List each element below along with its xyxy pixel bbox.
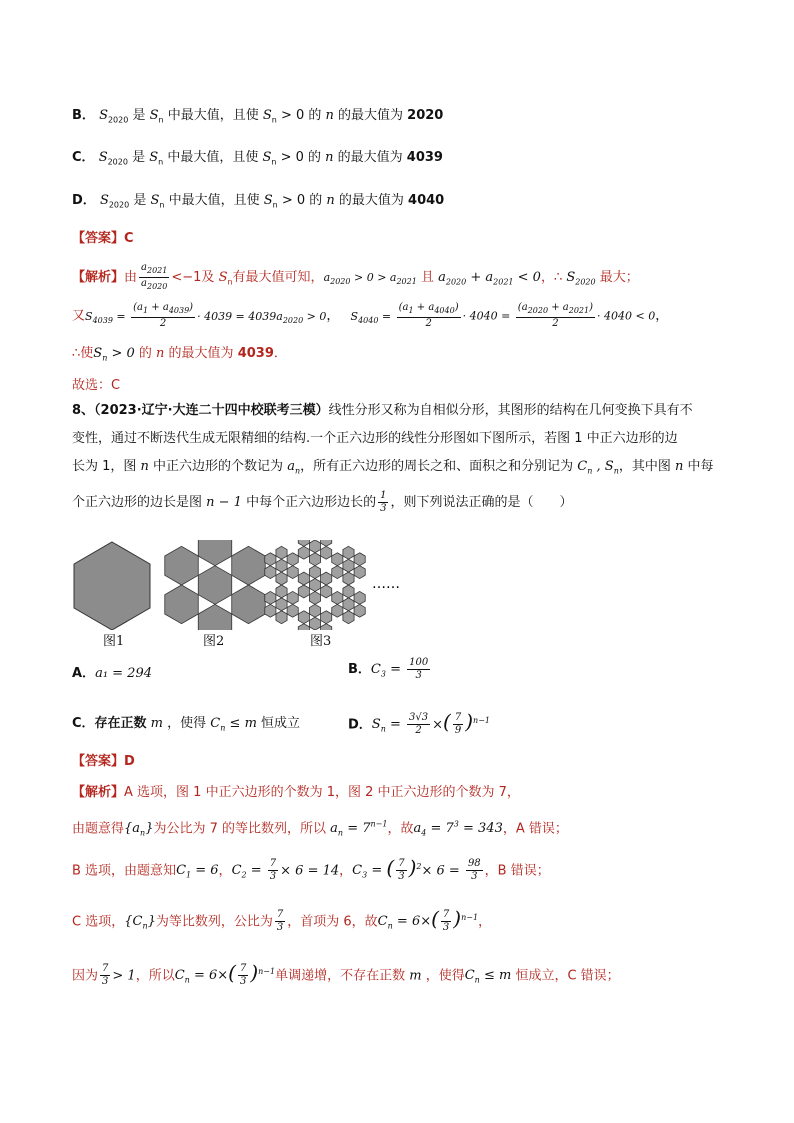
sub-hexagon: [298, 624, 309, 630]
analysis-text: ，所以: [135, 968, 175, 984]
analysis-text: ，B 错误；: [484, 863, 550, 879]
analysis-tag: 【解析】: [72, 270, 125, 285]
option-value: 2020: [407, 108, 444, 123]
option-value: 4040: [408, 193, 445, 208]
sub-hexagon: [298, 540, 309, 546]
sub-hexagon: [309, 591, 320, 604]
analysis-text: 单调递增，不存在正数: [275, 968, 406, 984]
sub-hexagon: [354, 591, 365, 604]
sub-hexagon: [276, 572, 287, 585]
sub-hexagon: [343, 559, 354, 572]
question-number: 8、: [72, 403, 95, 418]
sub-hexagon: [321, 572, 332, 585]
option-label: B．: [72, 108, 95, 123]
analysis-text: B 选项，由题意知: [72, 863, 177, 879]
option-label: B．: [348, 662, 371, 677]
figure-caption-2: 图2: [203, 634, 225, 649]
sub-hexagon: [198, 540, 231, 566]
answer-8: [72, 752, 135, 772]
sub-hexagon: [298, 546, 309, 559]
sub-hexagon: [354, 566, 365, 579]
option-label: D．: [72, 193, 96, 208]
analysis-8-line-5: 因为 $\frac{7}{3}$ > 1，所以$C_n = 6\times$( $\frac{7}{3}$ )$^{n-1}$单调递增，不存在正数 m ，使得$C_n \le m$ 恒成立，C 错误；: [72, 960, 620, 988]
sub-hexagon: [276, 585, 287, 598]
analysis-text: 又: [72, 308, 86, 324]
analysis-text: 由题意得: [72, 821, 125, 837]
analysis-text: A 选项，图 1 中正六边形的个数为 1，图 2 中正六边形的个数为 7，: [124, 785, 520, 800]
question-text: ，其中图: [618, 459, 671, 474]
sub-hexagon: [332, 604, 343, 617]
sub-hexagon: [165, 585, 198, 624]
answer-tag: 【答案】: [72, 754, 125, 769]
sub-hexagon: [354, 604, 365, 617]
analysis-text: 为等比数列，公比为: [155, 914, 273, 930]
sub-hexagon: [309, 604, 320, 617]
question-source: （2023·辽宁·大连二十四中校联考三模）: [94, 403, 329, 418]
analysis-text: ，故: [387, 821, 414, 837]
sub-hexagon: [232, 585, 265, 624]
question-text: 长为 1，图: [72, 459, 137, 474]
analysis-text: 由: [124, 270, 138, 285]
q8-line-1: [72, 401, 693, 421]
sub-hexagon: [287, 591, 298, 604]
option-c: C． $S_{2020}$ 是 $S_n$ 中最大值，且使 $S_n > 0$ 的 n 的最大值为 4039: [72, 150, 443, 167]
question-text: 中正六边形的个数记为: [153, 459, 284, 474]
q8-line-3: 长为 1，图 n 中正六边形的个数记为 $a_n$，所有正六边形的周长之和、面积之和分别记为 $C_n$ , $S_n$，其中图 n 中每: [72, 459, 714, 476]
sub-hexagon: [343, 585, 354, 598]
sub-hexagon: [276, 546, 287, 559]
figure-caption-3: 图3: [310, 634, 332, 649]
q8-option-c: C．存在正数 m ，使得 $C_n \le m$ 恒成立: [72, 716, 301, 733]
q8-option-a: [72, 664, 152, 684]
sub-hexagon: [309, 566, 320, 579]
answer-value: D: [124, 754, 135, 769]
sub-hexagon: [343, 598, 354, 611]
sub-hexagon: [287, 566, 298, 579]
question-text: 中每: [687, 459, 714, 474]
sub-hexagon: [321, 540, 332, 546]
sub-hexagon: [321, 546, 332, 559]
sub-hexagon: [198, 604, 231, 630]
q8-line-4: 个正六边形的边长是图 n − 1 中每个正六边形边长的 $\frac{1}{3}$ ，则下列说法正确的是（ ）: [72, 490, 573, 514]
sub-hexagon: [309, 579, 320, 592]
sub-hexagon: [287, 553, 298, 566]
fractal-figures: [70, 540, 410, 630]
sub-hexagon: [276, 559, 287, 572]
option-expr: a₁ = 294: [95, 666, 152, 681]
sub-hexagon: [287, 604, 298, 617]
question-text: 线性分形又称为自相似分形，其图形的结构在几何变换下具有不: [328, 403, 693, 418]
question-text: ，则下列说法正确的是（ ）: [390, 495, 573, 510]
sub-hexagon: [265, 553, 276, 566]
sub-hexagon: [298, 585, 309, 598]
hexagon-fig3: [265, 540, 365, 630]
sub-hexagon: [276, 611, 287, 624]
sub-hexagon: [354, 553, 365, 566]
sub-hexagon: [265, 604, 276, 617]
option-d: D． $S_{2020}$ 是 $S_n$ 中最大值，且使 $S_n > 0$ 的 n 的最大值为 4040: [72, 193, 445, 210]
analysis-text: ∴使: [72, 346, 94, 361]
sub-hexagon: [309, 540, 320, 553]
sub-hexagon: [298, 572, 309, 585]
option-text: ，使得: [167, 716, 207, 731]
option-b: B． $S_{2020}$ 是 $S_n$ 中最大值，且使 $S_n > 0$ 的 n 的最大值为 2020: [72, 108, 444, 125]
sub-hexagon: [309, 553, 320, 566]
sub-hexagon: [265, 591, 276, 604]
analysis-text: C 选项，: [72, 914, 125, 930]
analysis-text: 恒成立，C 错误；: [515, 968, 620, 984]
analysis-7-line-1: 【解析】由 $\frac{a_{2021}}{a_{2020}}$ <−1及 $S_n$有最大值可知，$a_{2020} > 0 > a_{2021}$ 且 $a_{2020} + a_{2021} < 0$，∴ $S_{2020}$ 最大；: [72, 262, 639, 291]
sub-hexagon: [321, 585, 332, 598]
analysis-8-line-4: C 选项，$\{C_n\}$为等比数列，公比为 $\frac{7}{3}$ ，首项为 6，故$C_n = 6\times$( $\frac{7}{3}$ )$^{n-1}$，: [72, 906, 492, 934]
analysis-text: 因为: [72, 968, 99, 984]
q8-option-b: B．$C_3$ = $\frac{100}{3}$: [348, 657, 429, 681]
option-label: A．: [72, 666, 96, 681]
analysis-8-line-2: 由题意得$\{a_n\}$为公比为 7 的等比数列，所以 $a_n = 7^{n-1}$，故$a_4 = 7^3 = 343$，A 错误；: [72, 820, 568, 838]
analysis-text: 为公比为 7 的等比数列，所以: [153, 821, 327, 837]
analysis-text: ，A 错误；: [502, 821, 568, 837]
sub-hexagon: [198, 566, 231, 605]
q8-option-d: D．$S_n$ = $\frac{3√3}{2}$ ×( $\frac{7}{9}$ )$^{n-1}$: [348, 709, 490, 737]
sub-hexagon: [298, 611, 309, 624]
sub-hexagon: [309, 617, 320, 630]
sub-hexagon: [343, 611, 354, 624]
option-label: C．: [72, 150, 95, 165]
figure-ellipsis: ……: [372, 576, 400, 592]
sub-hexagon: [343, 546, 354, 559]
question-text: 中每个正六边形边长的: [246, 495, 377, 510]
hexagon-fig2: [165, 540, 265, 630]
sub-hexagon: [265, 566, 276, 579]
sub-hexagon: [343, 572, 354, 585]
sub-hexagon: [332, 553, 343, 566]
answer-value: C: [124, 231, 134, 246]
sub-hexagon: [321, 611, 332, 624]
question-text: 个正六边形的边长是图: [72, 495, 203, 510]
sub-hexagon: [276, 598, 287, 611]
answer-7: [72, 229, 134, 249]
figure-caption-1: 图1: [103, 634, 125, 649]
analysis-tag: 【解析】: [72, 785, 125, 800]
analysis-7-line-2: 又$S_{4039}$ = $\frac{(a_1 + a_{4039})}{2}$ · $4039 = 4039a_{2020} > 0$， $S_{4040}$ = $\frac{(a_1 + a_{4040})}{2}$ · 4040 = $\frac{(a_{2020} + a_{2021})}{2}$ · 4040 < 0，: [72, 302, 669, 329]
sub-hexagon: [332, 591, 343, 604]
sub-hexagon: [165, 546, 198, 585]
option-text: 恒成立: [261, 716, 301, 731]
analysis-8-line-3: B 选项，由题意知$C_1 = 6$，$C_2$ = $\frac{7}{3}$ × 6 = 14，$C_3$ = ( $\frac{7}{3}$ )$^2$× 6 = $\frac{98}{3}$ ，B 错误；: [72, 855, 550, 883]
answer-tag: 【答案】: [72, 231, 125, 246]
option-label: C．存在正数: [72, 716, 147, 731]
option-label: D．: [348, 717, 372, 733]
question-text: ，所有正六边形的周长之和、面积之和分别记为: [300, 459, 574, 474]
sub-hexagon: [232, 546, 265, 585]
analysis-text: ，首项为 6，故: [287, 914, 378, 930]
analysis-7-line-3: ∴使$S_n > 0$ 的 n 的最大值为 4039．: [72, 346, 287, 363]
sub-hexagon: [332, 566, 343, 579]
q8-line-2: 变性，通过不断迭代生成无限精细的结构.一个正六边形的线性分形图如下图所示，若图 1 中正六边形的边: [72, 431, 678, 446]
analysis-text: ，使得: [425, 968, 465, 984]
choice-7: 故选：C: [72, 378, 121, 393]
hexagon-fig1: [74, 542, 150, 630]
analysis-8-line-1: [72, 783, 520, 803]
option-value: 4039: [406, 150, 443, 165]
